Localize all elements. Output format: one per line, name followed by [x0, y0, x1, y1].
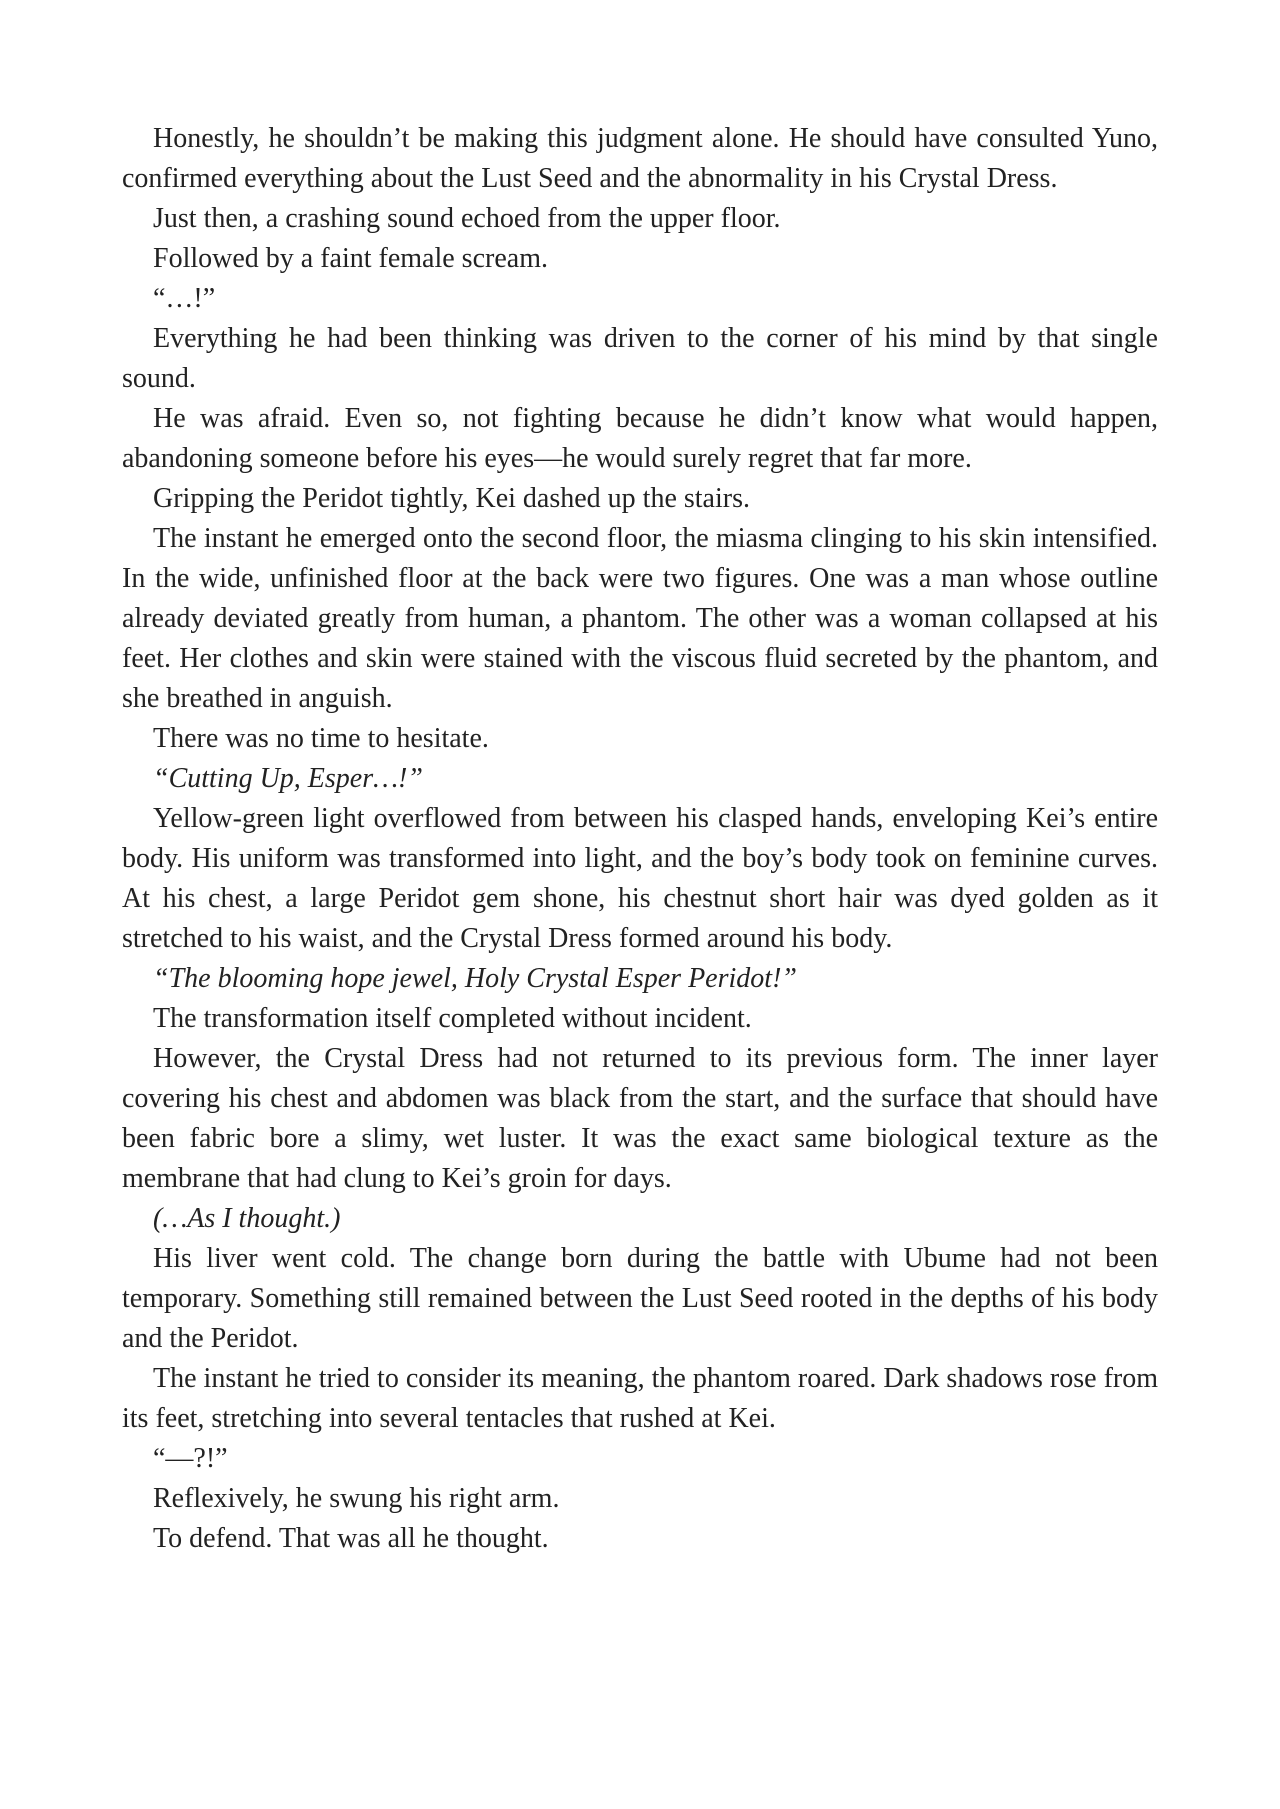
paragraph: Just then, a crashing sound echoed from the upper floor.	[153, 203, 781, 234]
paragraph: Yellow-green light overflowed from between his clasped hands, enveloping Kei’s entire body. His uniform was transformed into light, and the boy’s body took on feminine curves. At his chest, a large Peridot gem shone, his chestnut short hair was dyed golden as it stretched to his waist, and the Crystal Dress formed around his body.	[122, 803, 1158, 954]
paragraph: “…!”	[153, 283, 216, 314]
paragraph: Followed by a faint female scream.	[153, 243, 548, 274]
paragraph: Honestly, he shouldn’t be making this judgment alone. He should have consulted Yuno, confirmed everything about the Lust Seed and the abnormality in his Crystal Dress.	[122, 123, 1158, 194]
paragraph: “—?!”	[153, 1443, 228, 1474]
paragraph: To defend. That was all he thought.	[153, 1523, 549, 1554]
paragraph: He was afraid. Even so, not fighting because he didn’t know what would happen, abandoning someone before his eyes—he would surely regret that far more.	[122, 403, 1158, 474]
dialogue-italic: “The blooming hope jewel, Holy Crystal Esper Peridot!”	[153, 963, 797, 994]
paragraph: Gripping the Peridot tightly, Kei dashed up the stairs.	[153, 483, 750, 514]
paragraph: The transformation itself completed without incident.	[153, 1003, 752, 1034]
paragraph: However, the Crystal Dress had not returned to its previous form. The inner layer covering his chest and abdomen was black from the start, and the surface that should have been fabric bore a slimy, wet luster. It was the exact same biological texture as the membrane that had clung to Kei’s groin for days.	[122, 1043, 1158, 1194]
paragraph: There was no time to hesitate.	[153, 723, 489, 754]
paragraph: His liver went cold. The change born during the battle with Ubume had not been temporary. Something still remained between the Lust Seed rooted in the depths of his body and the Peridot.	[122, 1243, 1158, 1354]
paragraph: The instant he tried to consider its meaning, the phantom roared. Dark shadows rose from its feet, stretching into several tentacles that rushed at Kei.	[122, 1363, 1158, 1434]
dialogue-italic: “Cutting Up, Esper…!”	[153, 763, 423, 794]
paragraph: The instant he emerged onto the second floor, the miasma clinging to his skin intensified. In the wide, unfinished floor at the back were two figures. One was a man whose outline already deviated greatly from human, a phantom. The other was a woman collapsed at his feet. Her clothes and skin were stained with the viscous fluid secreted by the phantom, and she breathed in anguish.	[122, 523, 1158, 714]
thought-italic: (…As I thought.)	[153, 1203, 341, 1234]
paragraph: Reflexively, he swung his right arm.	[153, 1483, 560, 1514]
paragraph: Everything he had been thinking was driven to the corner of his mind by that single sound.	[122, 323, 1158, 394]
page-body	[122, 119, 1158, 1559]
